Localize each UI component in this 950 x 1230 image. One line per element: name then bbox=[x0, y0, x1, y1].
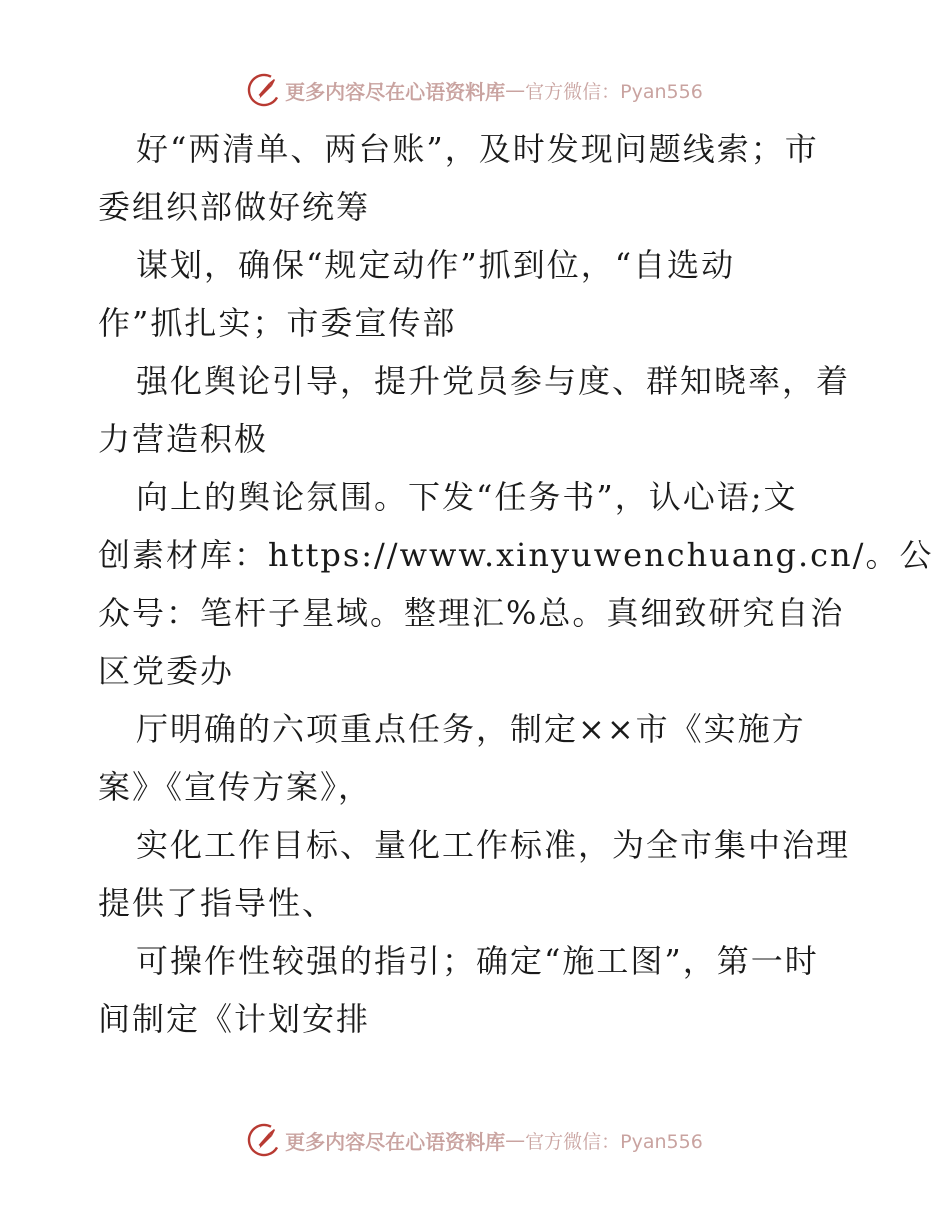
paragraph-line: 强化舆论引导，提升党员参与度、群知晓率，着 bbox=[136, 362, 851, 400]
paragraph-line: 区党委办 bbox=[98, 652, 235, 690]
paragraph-line: 间制定《计划安排 bbox=[98, 1000, 371, 1038]
page-footer-brand bbox=[0, 1120, 950, 1160]
paragraph-line: 力营造积极 bbox=[98, 420, 269, 458]
paragraph-line: 好“两清单、两台账”，及时发现问题线索；市 bbox=[136, 130, 819, 168]
paragraph-line: 厅明确的六项重点任务，制定××市《实施方 bbox=[136, 710, 806, 748]
paragraph-line: 向上的舆论氛围。下发“任务书”，认心语;文 bbox=[136, 478, 798, 516]
quill-seal-icon bbox=[247, 1123, 281, 1157]
paragraph-line: 众号：笔杆子星域。整理汇%总。真细致研究自治 bbox=[98, 594, 845, 632]
header-wechat-text: 官方微信：Pyan556 bbox=[525, 80, 703, 103]
paragraph-line: 可操作性较强的指引；确定“施工图”，第一时 bbox=[136, 942, 819, 980]
footer-wechat-text: 官方微信：Pyan556 bbox=[525, 1130, 703, 1153]
paragraph-line: 委组织部做好统筹 bbox=[98, 188, 371, 226]
paragraph-line: 实化工作目标、量化工作标准，为全市集中治理 bbox=[136, 826, 851, 864]
paragraph-line: 提供了指导性、 bbox=[98, 884, 337, 922]
footer-separator: — bbox=[505, 1128, 526, 1152]
page-header-brand bbox=[0, 70, 950, 110]
paragraph-line: 创素材库：https://www.xinyuwenchuang.cn/。公 bbox=[98, 536, 934, 574]
document-body bbox=[98, 120, 934, 1048]
paragraph-line: 谋划，确保“规定动作”抓到位，“自选动 bbox=[136, 246, 736, 284]
footer-brand-text: 更多内容尽在心语资料库 bbox=[285, 1129, 506, 1154]
quill-seal-icon bbox=[247, 73, 281, 107]
header-separator: — bbox=[505, 78, 526, 102]
paragraph-line: 案》《宣传方案》， bbox=[98, 768, 373, 806]
header-brand-text: 更多内容尽在心语资料库 bbox=[285, 79, 506, 104]
paragraph-line: 作”抓扎实；市委宣传部 bbox=[98, 304, 457, 342]
